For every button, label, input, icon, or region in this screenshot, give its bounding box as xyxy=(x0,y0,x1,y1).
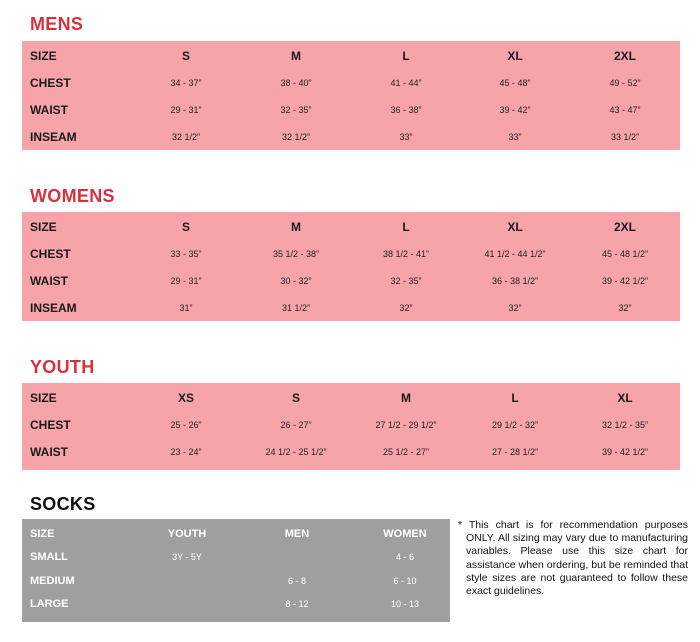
table-cell: 30 - 32” xyxy=(280,276,312,286)
table-row-chest xyxy=(22,245,680,263)
header-size-label: SIZE xyxy=(30,220,57,234)
youth-title: YOUTH xyxy=(30,357,95,377)
table-row-waist xyxy=(22,443,680,461)
table-cell: 32 - 35” xyxy=(280,105,312,115)
table-cell: 38 - 40” xyxy=(280,78,312,88)
table-cell: 25 - 26” xyxy=(170,420,202,430)
table-cell: 6 - 10 xyxy=(393,576,417,586)
table-cell: 32 1/2 - 35” xyxy=(601,420,649,430)
table-cell: 41 - 44” xyxy=(390,78,422,88)
header-size-label: SIZE xyxy=(30,528,55,540)
table-cell: 32 1/2” xyxy=(171,132,201,142)
table-cell: 45 - 48 1/2” xyxy=(601,249,649,259)
header-men: MEN xyxy=(284,528,310,540)
table-cell: 45 - 48” xyxy=(499,78,531,88)
socks-size-table xyxy=(22,519,450,622)
table-cell: 33” xyxy=(399,132,413,142)
table-header-row xyxy=(22,218,680,236)
table-row-chest xyxy=(22,74,680,92)
table-cell: 33 - 35” xyxy=(170,249,202,259)
header-size-l: L xyxy=(402,49,410,63)
mens-size-table xyxy=(22,41,680,150)
table-cell: 3Y - 5Y xyxy=(172,552,202,562)
table-cell: 33” xyxy=(508,132,522,142)
header-size-label: SIZE xyxy=(30,391,57,405)
row-label: WAIST xyxy=(30,274,68,288)
table-cell: 27 - 28 1/2” xyxy=(491,447,539,457)
header-size-xs: XS xyxy=(177,391,194,405)
row-label: MEDIUM xyxy=(30,575,75,587)
header-size-s: S xyxy=(291,391,300,405)
table-cell: 23 - 24” xyxy=(170,447,202,457)
header-size-m: M xyxy=(291,49,301,63)
row-label: CHEST xyxy=(30,76,71,90)
table-cell: 27 1/2 - 29 1/2” xyxy=(375,420,437,430)
table-cell: 32 1/2” xyxy=(281,132,311,142)
table-cell: 43 - 47” xyxy=(609,105,641,115)
header-size-s: S xyxy=(181,220,190,234)
table-header-row xyxy=(22,389,680,407)
table-cell: 25 1/2 - 27” xyxy=(382,447,430,457)
row-label: LARGE xyxy=(30,598,69,610)
socks-title: SOCKS xyxy=(30,494,96,514)
table-row-waist xyxy=(22,101,680,119)
table-cell: 38 1/2 - 41” xyxy=(382,249,430,259)
header-size-label: SIZE xyxy=(30,49,57,63)
womens-size-table xyxy=(22,212,680,321)
table-cell: 34 - 37” xyxy=(170,78,202,88)
table-cell: 39 - 42 1/2” xyxy=(601,447,649,457)
table-cell: 39 - 42 1/2” xyxy=(601,276,649,286)
table-cell: 26 - 27” xyxy=(280,420,312,430)
table-cell: 29 - 31” xyxy=(170,105,202,115)
table-row-waist xyxy=(22,272,680,290)
table-header-row xyxy=(22,525,450,543)
header-women: WOMEN xyxy=(383,528,427,540)
table-cell: 10 - 13 xyxy=(390,599,420,609)
table-row-inseam xyxy=(22,128,680,146)
header-size-l: L xyxy=(511,391,519,405)
row-label: INSEAM xyxy=(30,301,77,315)
row-label: CHEST xyxy=(30,418,71,432)
table-cell: 31” xyxy=(179,303,193,313)
mens-title: MENS xyxy=(30,14,84,34)
table-header-row xyxy=(22,47,680,65)
table-cell: 24 1/2 - 25 1/2” xyxy=(265,447,327,457)
table-cell: 32 - 35” xyxy=(390,276,422,286)
table-cell: 29 1/2 - 32” xyxy=(491,420,539,430)
table-row-large xyxy=(22,595,450,613)
header-size-xl: XL xyxy=(617,391,633,405)
header-size-xl: XL xyxy=(507,49,523,63)
header-youth: YOUTH xyxy=(167,528,207,540)
table-cell: 32” xyxy=(618,303,632,313)
table-cell: 35 1/2 - 38” xyxy=(272,249,320,259)
header-size-2xl: 2XL xyxy=(613,49,636,63)
disclaimer-note: * This chart is for recommendation purposes ONLY. All sizing may vary due to manufacturing variables. Please use this size chart for assistance when ordering, but be reminded that style sizes are not guaranteed to follow these exact guidelines. xyxy=(458,519,688,598)
table-cell: 31 1/2” xyxy=(281,303,311,313)
table-row-small xyxy=(22,548,450,566)
header-size-m: M xyxy=(401,391,411,405)
table-cell: 41 1/2 - 44 1/2” xyxy=(484,249,546,259)
row-label: WAIST xyxy=(30,445,68,459)
table-row-chest xyxy=(22,416,680,434)
table-cell: 36 - 38” xyxy=(390,105,422,115)
table-cell: 32” xyxy=(399,303,413,313)
header-size-s: S xyxy=(181,49,190,63)
row-label: WAIST xyxy=(30,103,68,117)
table-cell: 4 - 6 xyxy=(395,552,414,562)
table-cell: 6 - 8 xyxy=(287,576,306,586)
table-cell: 8 - 12 xyxy=(285,599,309,609)
table-row-inseam xyxy=(22,299,680,317)
header-size-l: L xyxy=(402,220,410,234)
row-label: SMALL xyxy=(30,551,68,563)
table-cell: 49 - 52” xyxy=(609,78,641,88)
header-size-m: M xyxy=(291,220,301,234)
table-cell: 36 - 38 1/2” xyxy=(491,276,539,286)
header-size-2xl: 2XL xyxy=(613,220,636,234)
row-label: CHEST xyxy=(30,247,71,261)
row-label: INSEAM xyxy=(30,130,77,144)
table-cell: 32” xyxy=(508,303,522,313)
table-cell: 33 1/2” xyxy=(610,132,640,142)
table-cell: 39 - 42” xyxy=(499,105,531,115)
youth-size-table xyxy=(22,383,680,470)
table-cell: 29 - 31” xyxy=(170,276,202,286)
header-size-xl: XL xyxy=(507,220,523,234)
womens-title: WOMENS xyxy=(30,186,115,206)
table-row-medium xyxy=(22,572,450,590)
